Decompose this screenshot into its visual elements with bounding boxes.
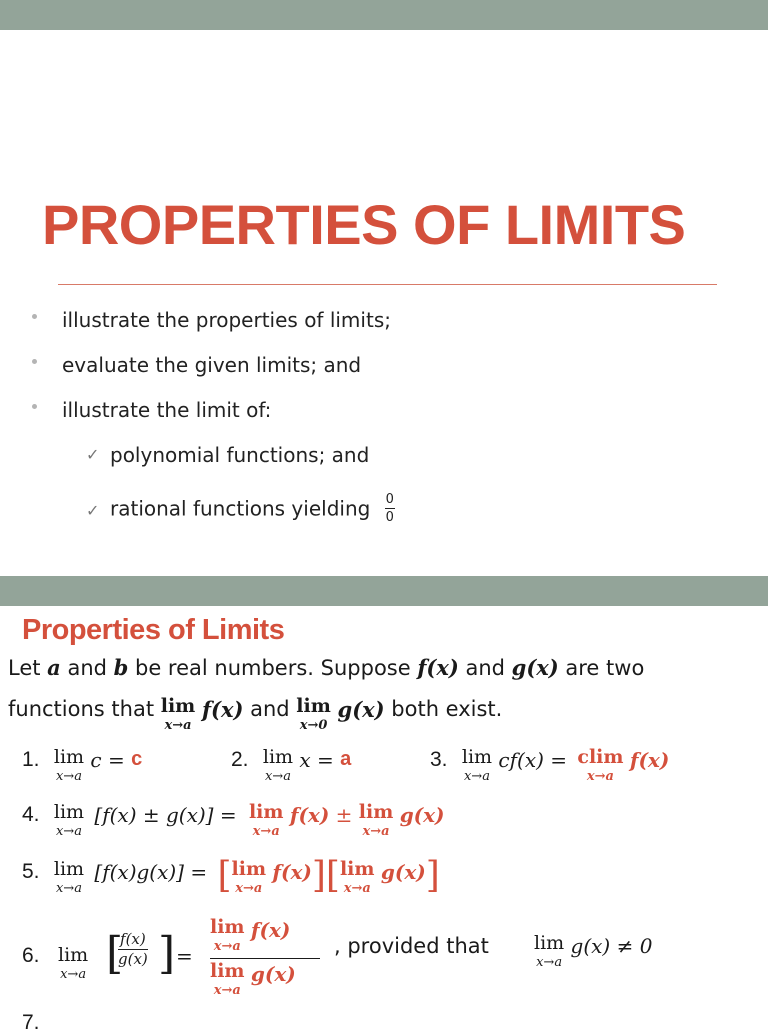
limit-operator [54,803,84,838]
section-heading: Properties of Limits [22,614,285,646]
lim-subscript: x→0 [299,718,328,733]
lim-word: lim [53,858,85,880]
zero-over-zero-fraction [385,493,395,524]
sub-bullet-text: rational functions yielding [110,496,371,521]
lim-subscript: x→a [362,824,390,839]
checkmark-icon: ✓ [86,445,100,464]
left-bracket: [ [106,928,124,979]
condition-expression [534,934,652,969]
sub-bullet-item [86,443,370,467]
lim-subscript: x→a [463,769,490,784]
text: be real numbers. Suppose [128,656,418,680]
expression: [f(x)g(x)] = [94,860,208,884]
limit-operator [263,748,293,783]
bullet-dot-icon [32,404,37,409]
right-bracket: ] [311,855,326,896]
fraction [118,932,148,967]
right-bracket: ] [425,855,440,896]
result: g(x) [380,860,426,884]
property-number: 6. [22,944,40,967]
top-band [0,0,768,30]
g-of-x: g(x) [337,697,385,722]
result: a [340,748,352,770]
limit-operator [359,803,394,838]
limit-operator [249,803,284,838]
lim-subscript: x→a [252,824,280,839]
expression: c = [90,748,125,772]
lim-word: lim [248,801,284,823]
lim-word: lim [296,695,331,717]
limit-operator [54,748,84,783]
slide-title: PROPERTIES OF LIMITS [42,193,686,256]
property-number: 3. [430,748,448,771]
property-1 [22,748,142,783]
result: g(x) [399,803,445,827]
lim-subscript: x→a [264,769,291,784]
text: and [250,697,297,721]
bullet-text: evaluate the given limits; and [62,353,362,377]
lim-word: lim [339,858,375,880]
lim-subscript: x→a [343,881,371,896]
limit-operator [340,860,375,895]
intro-line-2 [8,697,502,732]
expression: g(x) ≠ 0 [570,934,653,958]
property-number: 4. [22,803,40,826]
limit-operator [462,748,492,783]
title-divider [58,284,717,285]
equals: = [176,944,193,968]
bullet-item [62,353,361,377]
lim-word: lim [262,746,294,768]
expression: cf(x) = [498,748,568,772]
lim-word: lim [534,932,565,954]
limit-operator [534,934,564,969]
fraction-numerator: f(x) [118,932,148,950]
lim-subscript: x→a [213,983,241,998]
var-a: a [47,655,61,680]
property-number: 5. [22,860,40,883]
g-of-x: g(x) [511,655,559,680]
property-number: 2. [231,748,249,771]
sub-bullet-text: polynomial functions; and [110,443,370,467]
expression: x = [299,748,334,772]
result: c [131,748,143,770]
sub-bullet-item [86,492,395,525]
checkmark-icon: ✓ [86,501,100,520]
f-of-x: f(x) [201,697,244,722]
bullet-dot-icon [32,359,37,364]
property-number: 1. [22,748,40,771]
left-bracket: [ [217,855,232,896]
property-number: 7. [22,1011,40,1034]
result: f(x) [289,803,330,827]
bullet-item [62,308,391,332]
result-numerator: f(x) [250,918,291,942]
lim-word: lim [461,746,493,768]
lim-subscript: x→a [55,881,82,896]
bullet-text: illustrate the limit of: [62,398,272,422]
operator: ± [335,803,353,827]
lim-subscript: x→a [213,939,241,954]
bullet-text: illustrate the properties of limits; [62,308,391,332]
fraction-bar [210,958,320,959]
lim-subscript: x→a [60,967,87,982]
fraction-denominator: g(x) [118,950,148,968]
result: f(x) [272,860,312,884]
limit-operator [210,918,245,953]
expression: [f(x) ± g(x)] = [94,803,237,827]
lim-word: lim [231,858,267,880]
lim-word: lim [58,944,89,966]
middle-band [0,576,768,606]
bullet-dot-icon [32,314,37,319]
right-bracket: ] [158,928,176,979]
result: f(x) [629,748,670,772]
lim-word: lim [210,960,245,982]
property-5 [22,855,440,896]
fraction-numerator: 0 [385,492,394,507]
result-denominator: g(x) [250,962,296,986]
limit-operator [58,946,88,981]
lim-subscript: x→a [55,769,82,784]
text: are two [558,656,645,680]
limit-operator [161,697,196,732]
lim-word: clim [577,746,624,768]
text: both exist. [391,697,503,721]
property-3 [430,748,669,783]
lim-subscript: x→a [536,955,563,970]
text: and [458,656,512,680]
condition-text: , provided that [334,934,489,958]
left-bracket: [ [325,855,340,896]
fraction-denominator: 0 [385,510,394,525]
limit-operator [577,748,623,783]
limit-operator [296,697,331,732]
lim-word: lim [53,801,85,823]
lim-subscript: x→a [164,718,192,733]
property-4 [22,803,445,838]
intro-line-1 [8,655,644,680]
bullet-item [62,398,271,422]
lim-word: lim [358,801,394,823]
property-7 [22,1010,40,1035]
text: functions that [8,697,161,721]
lim-subscript: x→a [586,769,614,784]
limit-operator [232,860,267,895]
lim-word: lim [160,695,196,717]
lim-word: lim [210,916,245,938]
var-b: b [113,655,129,680]
lim-subscript: x→a [235,881,263,896]
limit-operator [210,962,245,997]
lim-word: lim [53,746,85,768]
limit-operator [54,860,84,895]
text: and [60,656,114,680]
property-2 [231,748,351,783]
lim-subscript: x→a [55,824,82,839]
f-of-x: f(x) [417,655,459,680]
text: Let [8,656,48,680]
